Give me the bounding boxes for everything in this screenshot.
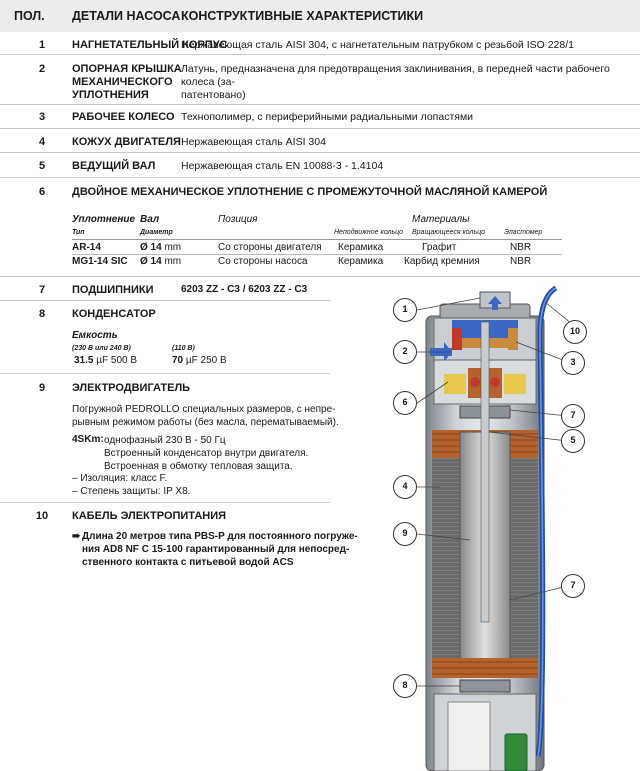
seal-2-diam-val: Ø 14 [140,256,162,267]
row-2-part-line: ОПОРНАЯ КРЫШКА [72,63,182,75]
divider [0,276,640,277]
row-9-part: ЭЛЕКТРОДВИГАТЕЛЬ [72,382,191,394]
callout-7: 7 [561,404,585,428]
divider [0,502,330,503]
seal-divider [72,239,562,240]
motor-model: 4SKm: [72,434,104,445]
divider [0,128,640,129]
row-2-part [72,63,182,102]
row-5-num: 5 [38,160,46,172]
row-2-desc-line: Латунь, предназначена для предотвращения заклинивания, в передней части рабочего колеса (за- [181,63,610,88]
motor-spec: Встроенная в обмотку тепловая защита. [104,461,293,472]
seal-1-unit: mm [164,242,182,253]
row-3-num: 3 [38,111,46,123]
callout-7b: 7 [561,574,585,598]
header-pos: ПОЛ. [14,9,45,23]
row-4-desc: Нержавеющая сталь AISI 304 [181,136,326,148]
seal-sub-diam: Диаметр [140,229,173,236]
arrow-bullet-icon: ➠ [72,531,81,542]
seal-1-fixed: Керамика [338,242,384,253]
seal-1-elast: NBR [510,242,532,253]
row-2-desc [181,63,640,102]
callout-3: 3 [561,351,585,375]
seal-sub-type: Тип [72,229,85,236]
callout-6: 6 [393,391,417,415]
row-2-part-line: УПЛОТНЕНИЯ [72,89,149,101]
table-header [0,0,640,32]
row-2-part-line: МЕХАНИЧЕСКОГО [72,76,173,88]
cap-110-num: 70 [172,355,184,366]
seal-2-pos: Со стороны насоса [218,256,308,267]
cable-line [72,530,358,543]
seal-1-pos: Со стороны двигателя [218,242,322,253]
cable-description [72,530,358,569]
row-7-part: ПОДШИПНИКИ [72,284,154,296]
seal-2-rot: Карбид кремния [404,256,480,267]
motor-line: рывным режимом работы (без масла, перематываемый). [72,417,339,428]
motor-specs [104,434,308,473]
motor-insulation: – Изоляция: класс F. [72,473,168,484]
callout-2: 2 [393,340,417,364]
row-7-value: 6203 ZZ - C3 / 6203 ZZ - C3 [181,284,308,295]
divider [0,152,640,153]
seal-header-seal: Уплотнение [72,214,136,225]
row-4-part: КОЖУХ ДВИГАТЕЛЯ [72,136,181,148]
divider [0,177,640,178]
callout-9: 9 [393,522,417,546]
row-3-desc: Технополимер, с периферийными радиальными лопастями [181,111,474,123]
row-9-num: 9 [38,382,46,394]
cable-line: ственного контакта с питьевой водой ACS [82,557,294,568]
header-specs: КОНСТРУКТИВНЫЕ ХАРАКТЕРИСТИКИ [181,9,424,23]
row-8-part: КОНДЕНСАТОР [72,308,156,320]
cap-110-value [172,355,227,366]
header-parts: ДЕТАЛИ НАСОСА [72,9,181,23]
seal-1-diam-val: Ø 14 [140,242,162,253]
seal-2-unit: mm [164,256,182,267]
callout-4: 4 [393,475,417,499]
row-6-num: 6 [38,186,46,198]
seal-2-diam [140,256,181,267]
callout-5: 5 [561,429,585,453]
cap-230-value [74,355,137,366]
divider [0,373,330,374]
cap-230-label: (230 В или 240 В) [72,345,131,352]
row-10-part: КАБЕЛЬ ЭЛЕКТРОПИТАНИЯ [72,510,227,522]
row-5-desc: Нержавеющая сталь EN 10088-3 - 1.4104 [181,160,384,172]
seal-1-rot: Графит [422,242,457,253]
callout-1: 1 [393,298,417,322]
seal-sub-fixed: Неподвижное кольцо [334,229,404,236]
seal-sub-elast: Эластомер [504,229,543,236]
motor-spec: однофазный 230 В - 50 Гц [104,435,226,446]
cap-230-unit: µF 500 В [96,355,138,366]
motor-line: Погружной PEDROLLO специальных размеров, с непре- [72,404,336,415]
seal-2-fixed: Керамика [338,256,384,267]
cable-line: ния AD8 NF C 15-100 гарантированный для непосред- [82,544,350,555]
seal-header-materials: Материалы [412,214,470,225]
row-1-part: НАГНЕТАТЕЛЬНЫЙ КОРПУС [72,39,228,51]
row-2-desc-line: патентовано) [181,89,246,101]
seal-header-shaft: Вал [140,214,160,225]
row-1-desc: Нержавеющая сталь AISI 304, с нагнетательным патрубком с резьбой ISO 228/1 [181,39,574,51]
row-4-num: 4 [38,136,46,148]
row-6-title: ДВОЙНОЕ МЕХАНИЧЕСКОЕ УПЛОТНЕНИЕ С ПРОМЕЖУТОЧНОЙ МАСЛЯНОЙ КАМЕРОЙ [72,186,548,198]
row-5-part: ВЕДУЩИЙ ВАЛ [72,160,156,172]
seal-sub-rot: Вращающееся кольцо [412,229,486,236]
seal-2-type: MG1-14 SIC [72,256,128,267]
row-1-num: 1 [38,39,46,51]
motor-protection: – Степень защиты: IP X8. [72,486,191,497]
callout-8: 8 [393,674,417,698]
divider [0,104,640,105]
divider [0,300,330,301]
cap-label: Емкость [72,330,118,341]
seal-header-position: Позиция [218,214,258,225]
row-8-num: 8 [38,308,46,320]
row-2-num: 2 [38,63,46,75]
cap-110-label: (110 В) [172,345,195,352]
row-3-part: РАБОЧЕЕ КОЛЕСО [72,111,175,123]
cap-110-unit: µF 250 В [185,355,227,366]
seal-divider [72,254,562,255]
row-10-num: 10 [35,510,49,522]
row-7-num: 7 [38,284,46,296]
cable-line-text: Длина 20 метров типа PBS-P для постоянного погруже- [82,531,358,542]
motor-description [72,403,339,429]
motor-spec: Встроенный конденсатор внутри двигателя. [104,448,309,459]
divider [0,54,640,55]
cap-230-num: 31.5 [74,355,94,366]
callout-10: 10 [563,320,587,344]
seal-1-type: AR-14 [72,242,101,253]
seal-1-diam [140,242,181,253]
seal-2-elast: NBR [510,256,532,267]
